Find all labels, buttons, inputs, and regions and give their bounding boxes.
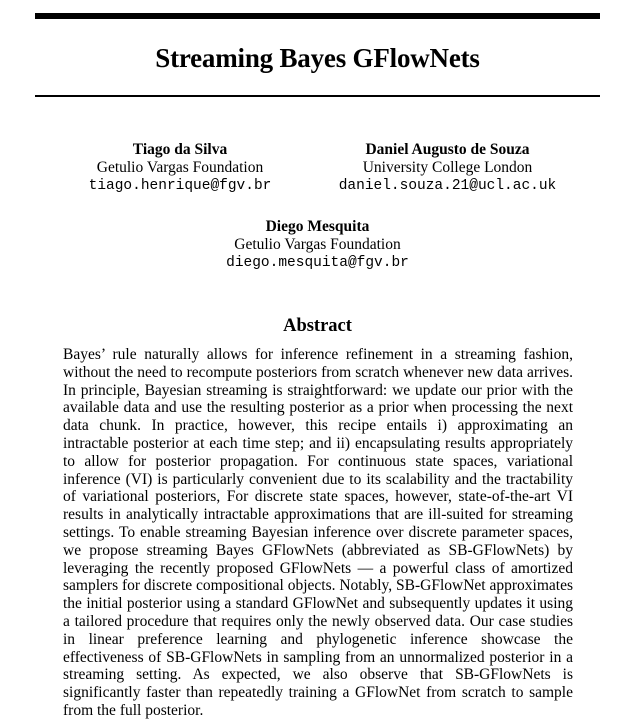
author-name: Tiago da Silva [132, 141, 228, 158]
author-email: tiago.henrique@fgv.br [88, 178, 272, 194]
author-affiliation: Getulio Vargas Foundation [96, 159, 264, 176]
author-name: Diego Mesquita [265, 218, 370, 235]
author-block [70, 141, 290, 195]
author-block [205, 218, 430, 272]
title-bottom-rule [35, 95, 600, 97]
author-block [330, 141, 565, 195]
paper-title: Streaming Bayes GFlowNets [155, 43, 480, 73]
abstract-body: Bayes’ rule naturally allows for inference refinement in a streaming fashion, without the need to recompute posteriors from scratch whenever new data arrives. In principle, Bayesian streaming is straightforward: we update our prior with the available data and use the resulting posterior as a prior when processing the next data chunk. In practice, however, this recipe entails i) approximating an intractable posterior at each time step; and ii) encapsulating results appropriately to allow for posterior propagation. For continuous state spaces, variational inference (VI) is particularly convenient due to its scalability and the tractability of variational posteriors, For discrete state spaces, however, state-of-the-art VI results in analytically intractable approximations that are ill-suited for streaming settings. To enable streaming Bayesian inference over discrete parameter spaces, we propose streaming Bayes GFlowNets (abbreviated as SB-GFlowNets) by leveraging the recently proposed GFlowNets — a powerful class of amortized samplers for discrete compositional objects. Notably, SB-GFlowNet approximates the initial posterior using a standard GFlowNet and subsequently updates it using a tailored procedure that requires only the newly observed data. Our case studies in linear preference learning and phylogenetic inference showcase the effectiveness of SB-GFlowNets in sampling from an unnormalized posterior in a streaming setting. As expected, we also observe that SB-GFlowNets is significantly faster than repeatedly training a GFlowNet from scratch to sample from the full posterior. [63, 346, 573, 719]
author-name: Daniel Augusto de Souza [365, 141, 530, 158]
author-email: diego.mesquita@fgv.br [226, 255, 409, 271]
author-affiliation: Getulio Vargas Foundation [234, 236, 401, 253]
author-email: daniel.souza.21@ucl.ac.uk [338, 178, 557, 194]
title-top-rule [35, 13, 600, 19]
abstract-heading: Abstract [283, 316, 352, 336]
author-affiliation: University College London [362, 159, 533, 176]
